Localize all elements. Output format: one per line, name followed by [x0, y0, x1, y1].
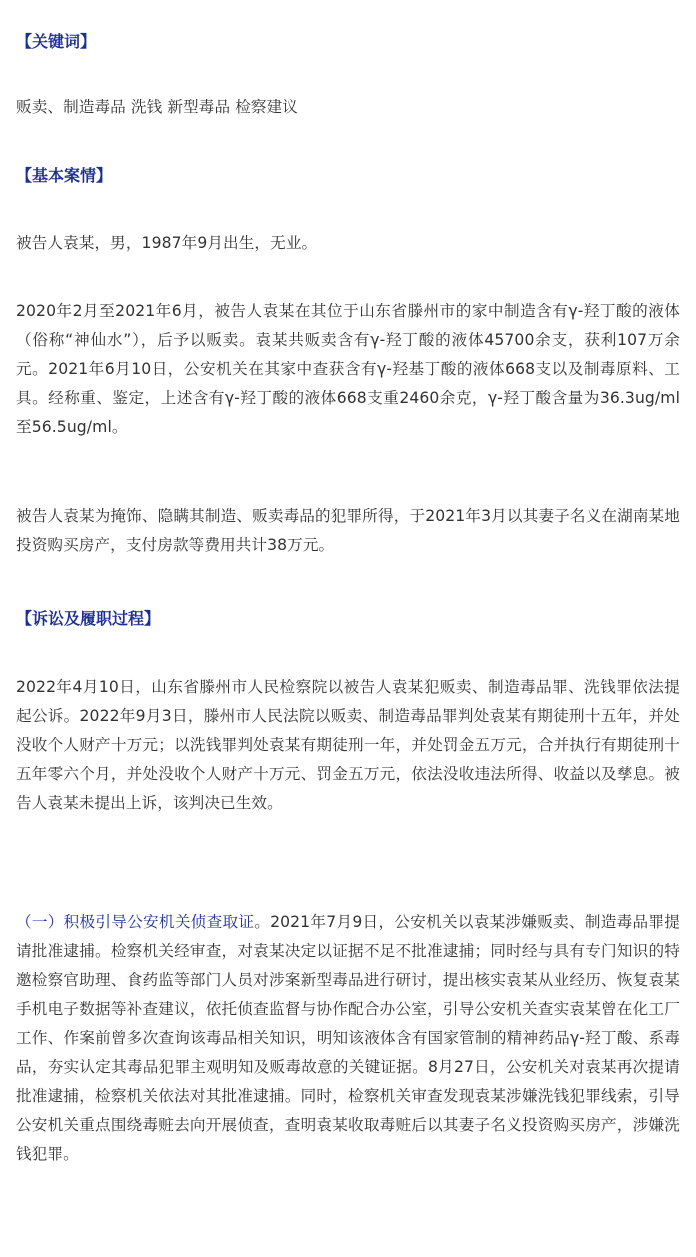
keywords-heading: 【关键词】 [16, 32, 97, 51]
litigation-paragraph-1: 2022年4月10日，山东省滕州市人民检察院以被告人袁某犯贩卖、制造毒品罪、洗钱罪依法提起公诉。2022年9月3日，滕州市人民法院以贩卖、制造毒品罪判处袁某有期徒刑十五年，并处没收个人财产十万元；以洗钱罪判处袁某有期徒刑一年，并处罚金五万元，合并执行有期徒刑十五年零六个月，并处没收个人财产十万元、罚金五万元，依法没收违法所得、收益以及孳息。被告人袁某未提出上诉，该判决已生效。 [16, 678, 680, 812]
litigation-paragraph-2 [16, 908, 680, 1169]
litigation-paragraph-2-body: 2021年7月9日，公安机关以袁某涉嫌贩卖、制造毒品罪提请批准逮捕。检察机关经审查，对袁某决定以证据不足不批准逮捕；同时经与具有专门知识的特邀检察官助理、食药监等部门人员对涉案新型毒品进行研讨，提出核实袁某从业经历、恢复袁某手机电子数据等补查建议，依托侦查监督与协作配合办公室，引导公安机关查实袁某曾在化工厂工作、作案前曾多次查询该毒品相关知识，明知该液体含有国家管制的精神药品γ-羟丁酸、系毒品，夯实认定其毒品犯罪主观明知及贩毒故意的关键证据。8月27日，公安机关对袁某再次提请批准逮捕，检察机关依法对其批准逮捕。同时，检察机关审查发现袁某涉嫌洗钱犯罪线索，引导公安机关重点围绕毒赃去向开展侦查，查明袁某收取毒赃后以其妻子名义投资购买房产，涉嫌洗钱犯罪。 [16, 913, 680, 1163]
litigation-heading: 【诉讼及履职过程】 [16, 609, 161, 628]
basic-facts-heading: 【基本案情】 [16, 166, 113, 185]
basic-facts-paragraph-2: 2020年2月至2021年6月，被告人袁某在其位于山东省滕州市的家中制造含有γ-羟丁酸的液体（俗称“神仙水”），后予以贩卖。袁某共贩卖含有γ-羟丁酸的液体45700余支，获利107万余元。2021年6月10日，公安机关在其家中查获含有γ-羟基丁酸的液体668支以及制毒原料、工具。经称重、鉴定，上述含有γ-羟丁酸的液体668支重2460余克，γ-羟丁酸含量为36.3ug/ml至56.5ug/ml。 [16, 302, 680, 436]
basic-facts-paragraph-1: 被告人袁某，男，1987年9月出生，无业。 [16, 234, 318, 252]
keywords-text: 贩卖、制造毒品 洗钱 新型毒品 检察建议 [16, 98, 298, 116]
litigation-paragraph-2-lead: （一）积极引导公安机关侦查取证。 [16, 913, 271, 931]
basic-facts-paragraph-3: 被告人袁某为掩饰、隐瞒其制造、贩卖毒品的犯罪所得，于2021年3月以其妻子名义在湖南某地投资购买房产，支付房款等费用共计38万元。 [16, 507, 680, 554]
